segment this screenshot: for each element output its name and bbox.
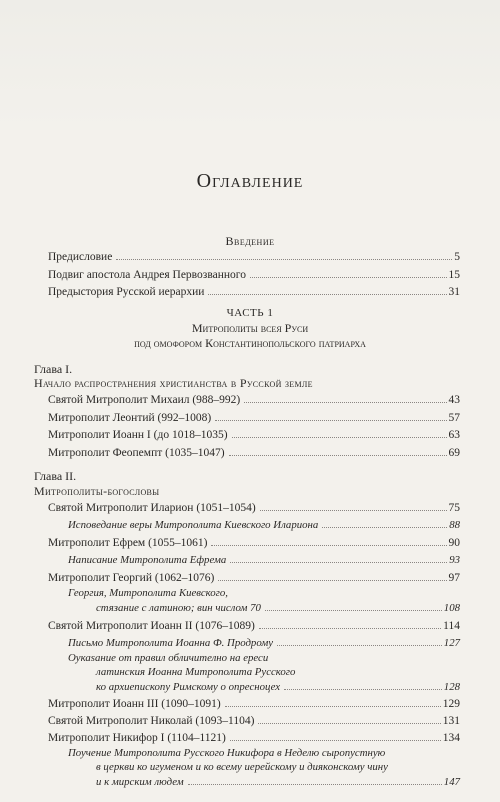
leader-dots [322, 527, 447, 528]
leader-dots [244, 402, 446, 403]
toc-entry-page: 88 [449, 519, 460, 531]
toc-subentry-line: латинския Иоанна Митрополита Русского [96, 666, 296, 678]
toc-entry[interactable] [48, 697, 460, 711]
toc-entry-label: Святой Митрополит Николай (1093–1104) [48, 715, 255, 727]
leader-dots [218, 580, 446, 581]
part-subtitle: Митрополиты всея Руси [191, 321, 309, 335]
part-label: ЧАСТЬ 1 [226, 307, 274, 319]
show-through-area [0, 0, 500, 130]
toc-entry-page: 57 [448, 412, 460, 424]
toc-subentry-line: в церкви ко игуменом и ко всему иерейскому и дияконскому чину [96, 761, 388, 773]
chapter-label: Глава II. [34, 469, 77, 483]
toc-subentry[interactable] [68, 553, 460, 567]
toc-entry[interactable] [48, 619, 460, 633]
toc-entry-page: 131 [442, 715, 460, 727]
toc-entry[interactable] [48, 536, 460, 550]
chapter-label: Глава I. [34, 362, 73, 376]
toc-entry[interactable] [48, 268, 460, 282]
chapter-title: Митрополиты-богословы [34, 484, 160, 498]
toc-subentry-label: ко архиепископу Римскому о опресноцех [96, 681, 281, 693]
toc-entry-page: 127 [443, 637, 460, 649]
toc-subentry-line: Георгия, Митрополита Киевского, [68, 587, 228, 599]
leader-dots [188, 784, 442, 785]
leader-dots [277, 645, 442, 646]
toc-subentry-line: Поучение Митрополита Русского Никифора в Неделю сыропустную [68, 747, 386, 759]
leader-dots [284, 689, 442, 690]
toc-subentry[interactable] [96, 680, 460, 694]
toc-entry-page: 147 [443, 776, 460, 788]
toc-entry-label: Митрополит Георгий (1062–1076) [48, 572, 215, 584]
toc-entry-label: Святой Митрополит Михаил (988–992) [48, 394, 241, 406]
toc-entry[interactable] [48, 250, 460, 264]
toc-entry-page: 134 [442, 732, 460, 744]
toc-entry-label: Святой Митрополит Иоанн II (1076–1089) [48, 620, 255, 632]
toc-entry-page: 114 [443, 620, 460, 632]
leader-dots [208, 294, 446, 295]
toc-subentry-label: Исповедание веры Митрополита Киевского Илариона [68, 519, 319, 531]
toc-entry-page: 75 [448, 502, 460, 514]
leader-dots [230, 562, 447, 563]
toc-entry-label: Митрополит Леонтий (992–1008) [48, 412, 212, 424]
toc-entry-label: Митрополит Иоанн III (1090–1091) [48, 698, 221, 710]
toc-subentry-label: и к мирским людем [96, 776, 184, 788]
toc-subentry[interactable] [96, 601, 460, 615]
leader-dots [258, 723, 440, 724]
toc-subentry-label: Написание Митрополита Ефрема [68, 554, 227, 566]
toc-entry-label: Подвиг апостола Андрея Первозванного [48, 269, 246, 281]
toc-entry-page: 90 [448, 537, 460, 549]
toc-subentry[interactable] [96, 775, 460, 789]
toc-entry-page: 69 [448, 447, 460, 459]
toc-subentry[interactable] [68, 518, 460, 532]
leader-dots [265, 610, 442, 611]
toc-entry-page: 63 [448, 429, 460, 441]
toc-entry-page: 15 [448, 269, 460, 281]
toc-entry-label: Митрополит Никифор I (1104–1121) [48, 732, 226, 744]
toc-entry[interactable] [48, 285, 460, 299]
toc-subentry-label: стязание с латиною; вин числом 70 [96, 602, 261, 614]
toc-entry-label: Предыстория Русской иерархии [48, 286, 205, 298]
toc-entry[interactable] [48, 411, 460, 425]
toc-entry[interactable] [48, 714, 460, 728]
leader-dots [260, 510, 447, 511]
leader-dots [211, 545, 446, 546]
toc-entry-page: 97 [448, 572, 460, 584]
toc-entry-label: Митрополит Феопемпт (1035–1047) [48, 447, 225, 459]
toc-entry-label: Митрополит Иоанн I (до 1018–1035) [48, 429, 228, 441]
toc-entry-page: 129 [442, 698, 460, 710]
toc-entry-page: 43 [448, 394, 460, 406]
toc-subentry-label: Письмо Митрополита Иоанна Ф. Продрому [68, 637, 274, 649]
toc-entry[interactable] [48, 393, 460, 407]
leader-dots [225, 706, 441, 707]
leader-dots [232, 437, 447, 438]
intro-heading: Введение [225, 234, 275, 248]
leader-dots [230, 740, 441, 741]
toc-entry[interactable] [48, 428, 460, 442]
toc-entry-page: 31 [448, 286, 460, 298]
leader-dots [229, 455, 447, 456]
toc-entry[interactable] [48, 446, 460, 460]
toc-subentry-line: Оукаsание от правил обличително на ереси [68, 652, 269, 664]
toc-entry[interactable] [48, 571, 460, 585]
toc-entry-page: 93 [449, 554, 460, 566]
toc-entry[interactable] [48, 731, 460, 745]
toc-entry-label: Святой Митрополит Иларион (1051–1054) [48, 502, 256, 514]
leader-dots [259, 628, 441, 629]
toc-entry-page: 5 [454, 251, 460, 263]
chapter-title: Начало распространения христианства в Русской земле [34, 376, 313, 390]
toc-entry-page: 128 [443, 681, 460, 693]
page-title: Оглавление [196, 170, 304, 192]
toc-entry[interactable] [48, 501, 460, 515]
leader-dots [116, 259, 452, 260]
toc-entry-page: 108 [443, 602, 460, 614]
leader-dots [250, 277, 447, 278]
part-subtitle: под омофором Константинопольского патриарха [134, 336, 366, 350]
toc-entry-label: Митрополит Ефрем (1055–1061) [48, 537, 208, 549]
leader-dots [215, 420, 446, 421]
toc-subentry[interactable] [68, 636, 460, 650]
toc-entry-label: Предисловие [48, 251, 113, 263]
